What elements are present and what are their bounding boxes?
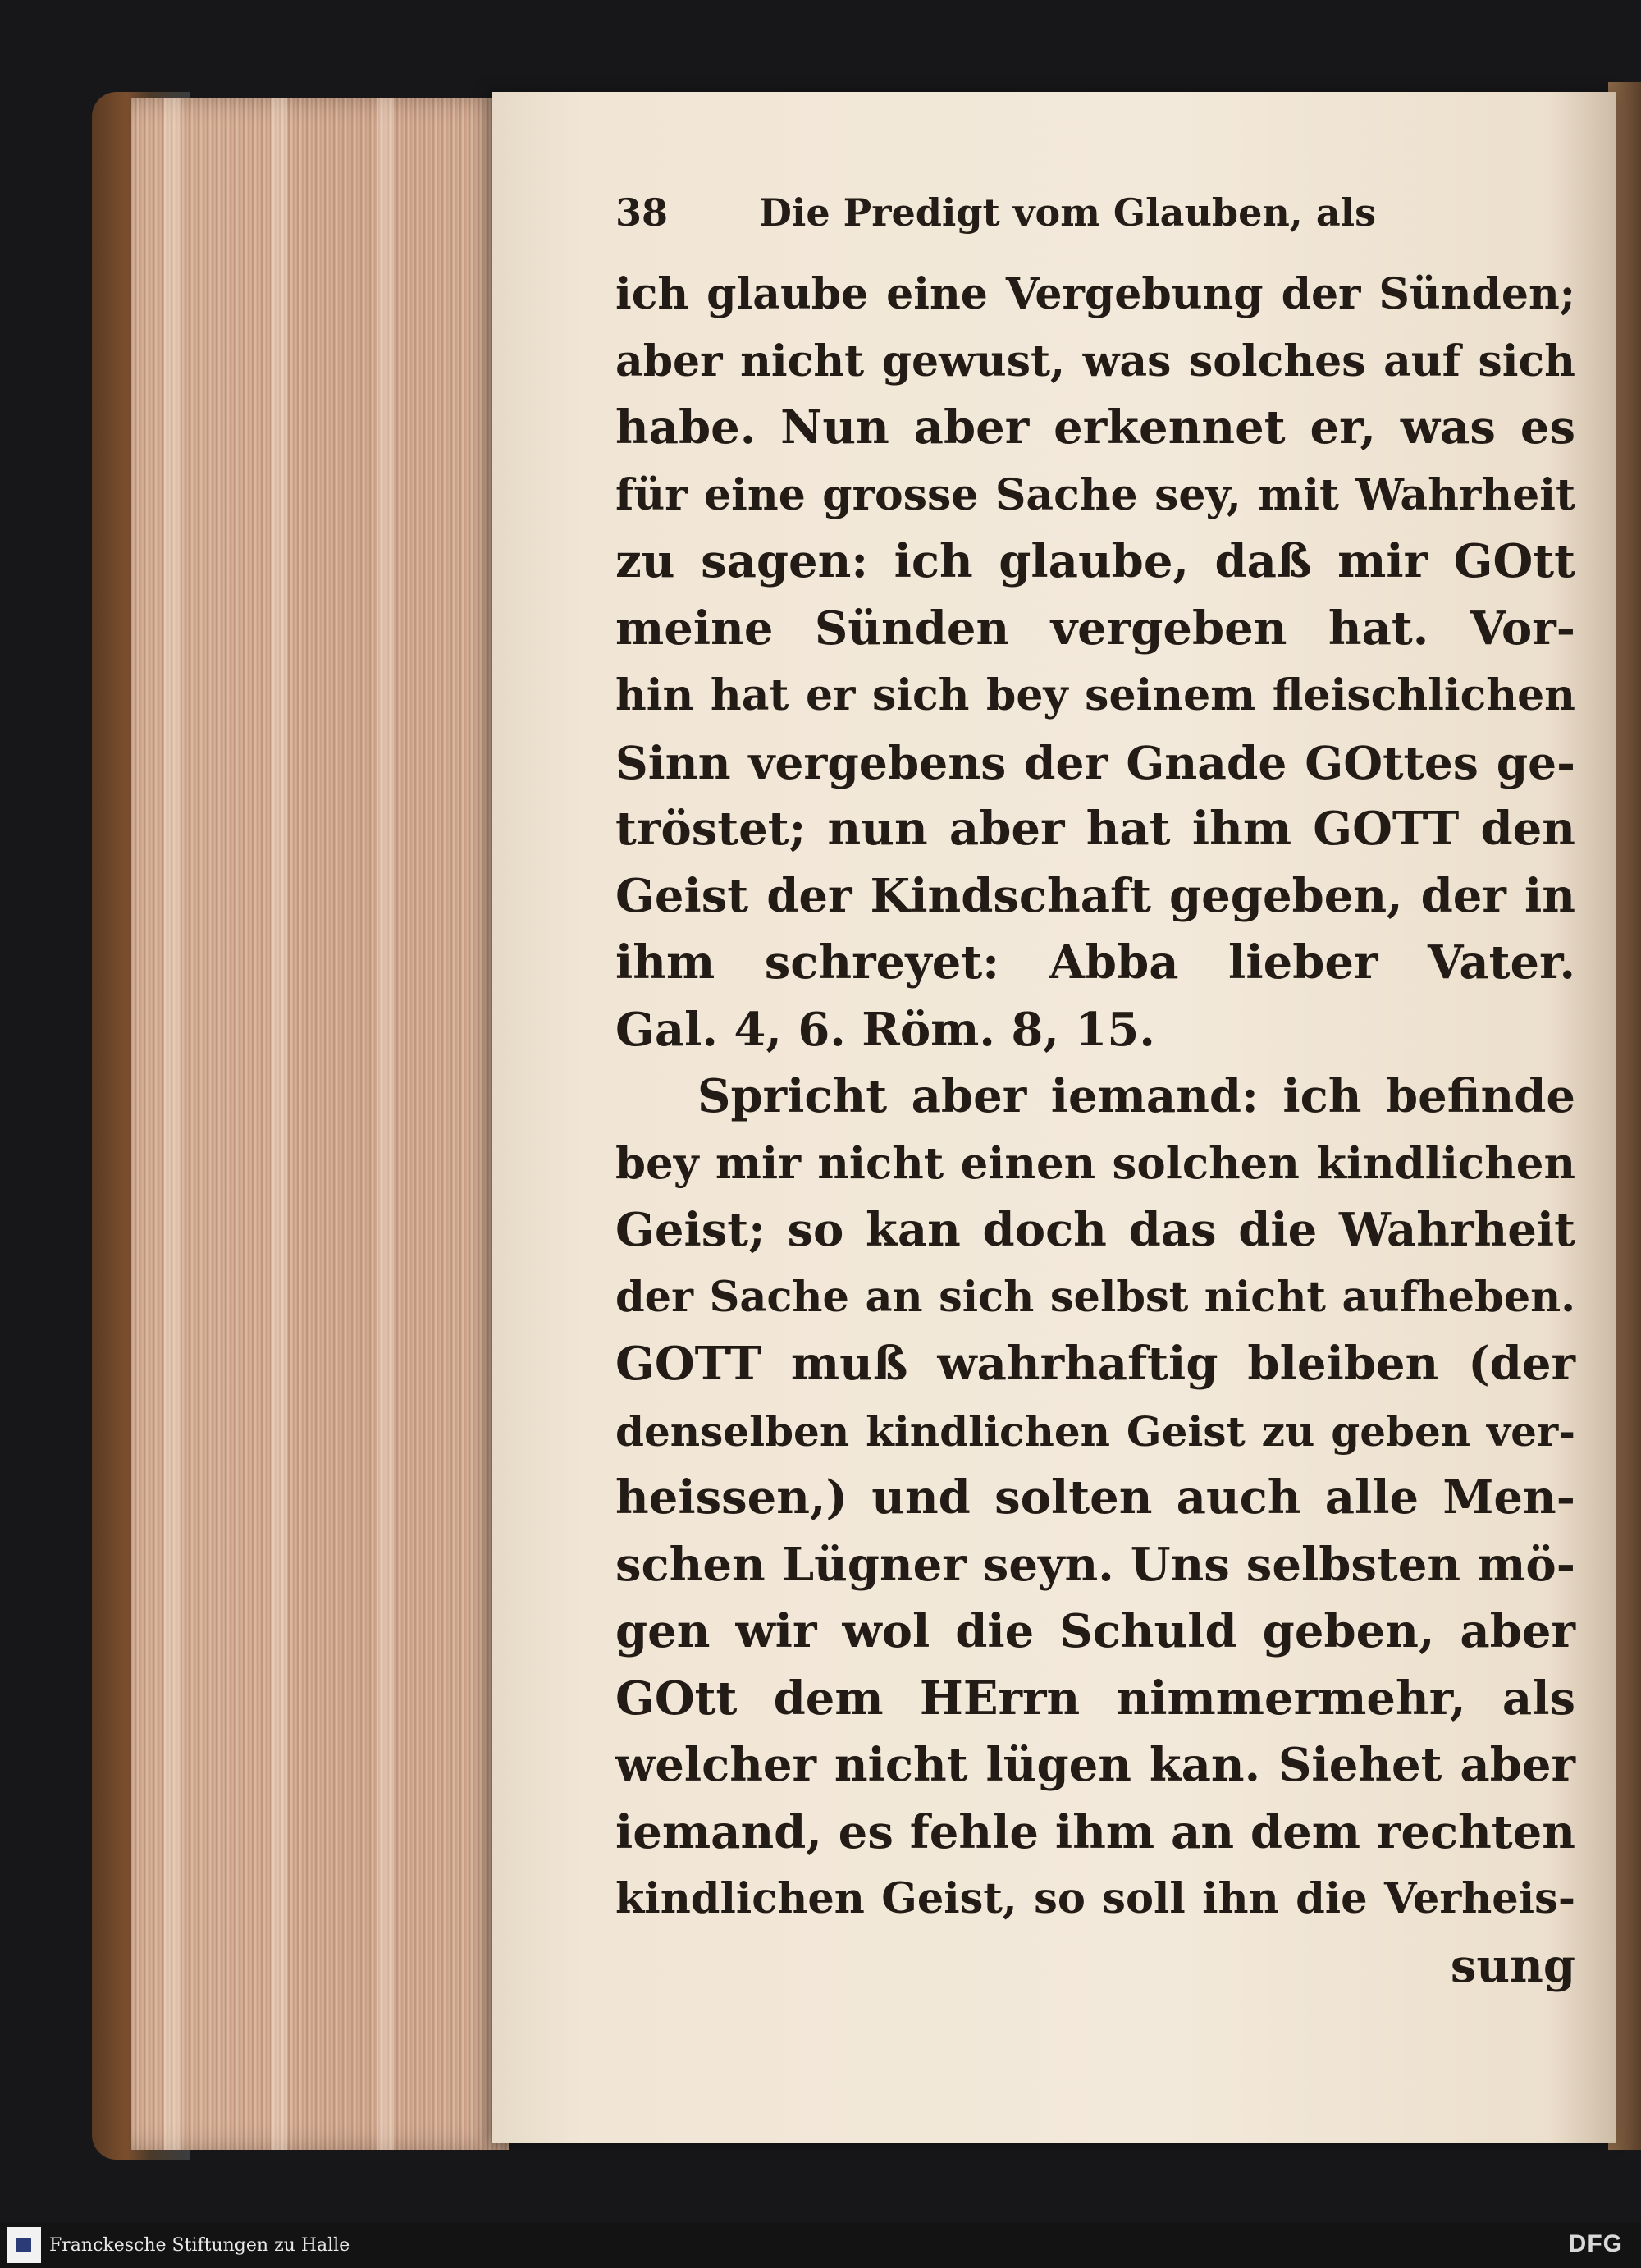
text-line: ich glaube eine Vergebung der Sünden; [615,269,1575,319]
text-line: GOTT muß wahrhaftig bleiben (der [615,1337,1575,1391]
text-line: Spricht aber iemand: ich befinde [697,1069,1575,1123]
text-line: tröstet; nun aber hat ihm GOTT den [615,802,1575,856]
institution-logo [7,2227,41,2263]
text-line: aber nicht gewust, was solches auf sich [615,336,1575,386]
text-line: iemand, es fehle ihm an dem rechten [615,1804,1575,1859]
text-line: meine Sünden vergeben hat. Vor- [615,601,1575,656]
text-line: hin hat er sich bey seinem fleischlichen [615,670,1575,720]
text-line: schen Lügner seyn. Uns selbsten mö- [615,1537,1575,1592]
funder-logo: DFG [1568,2230,1623,2257]
text-line: Sinn vergebens der Gnade GOttes ge- [615,735,1575,789]
text-line: Gal. 4, 6. Röm. 8, 15. [615,1002,1155,1057]
page-header [615,190,1575,248]
running-head: Die Predigt vom Glauben, als [759,190,1376,235]
text-line: denselben kindlichen Geist zu geben ver- [615,1406,1575,1456]
text-line: bey mir nicht einen solchen kindlichen [615,1137,1575,1189]
page-edges [131,98,509,2150]
seal-icon [16,2238,31,2252]
institution-name: Franckesche Stiftungen zu Halle [49,2235,350,2256]
text-line: ihm schreyet: Abba lieber Vater. [615,935,1575,990]
text-line: GOtt dem HErrn nimmermehr, als [615,1671,1575,1726]
text-line: welcher nicht lügen kan. Siehet aber [615,1738,1575,1792]
text-line: heissen,) und solten auch alle Men- [615,1470,1575,1525]
text-line: Geist; so kan doch das die Wahrheit [615,1203,1575,1257]
body-text [615,261,1575,2000]
page-number: 38 [615,190,669,235]
text-line: gen wir wol die Schuld geben, aber [615,1604,1575,1658]
text-line: zu sagen: ich glaube, daß mir GOtt [615,534,1575,588]
text-line: kindlichen Geist, so soll ihn die Verheis- [615,1874,1575,1923]
catchword: sung [1450,1938,1575,1993]
text-line: Geist der Kindschaft gegeben, der in [615,868,1575,923]
text-line: der Sache an sich selbst nicht aufheben. [615,1272,1575,1322]
text-line: habe. Nun aber erkennet er, was es [615,400,1575,455]
text-line: für eine grosse Sache sey, mit Wahrheit [615,469,1575,520]
